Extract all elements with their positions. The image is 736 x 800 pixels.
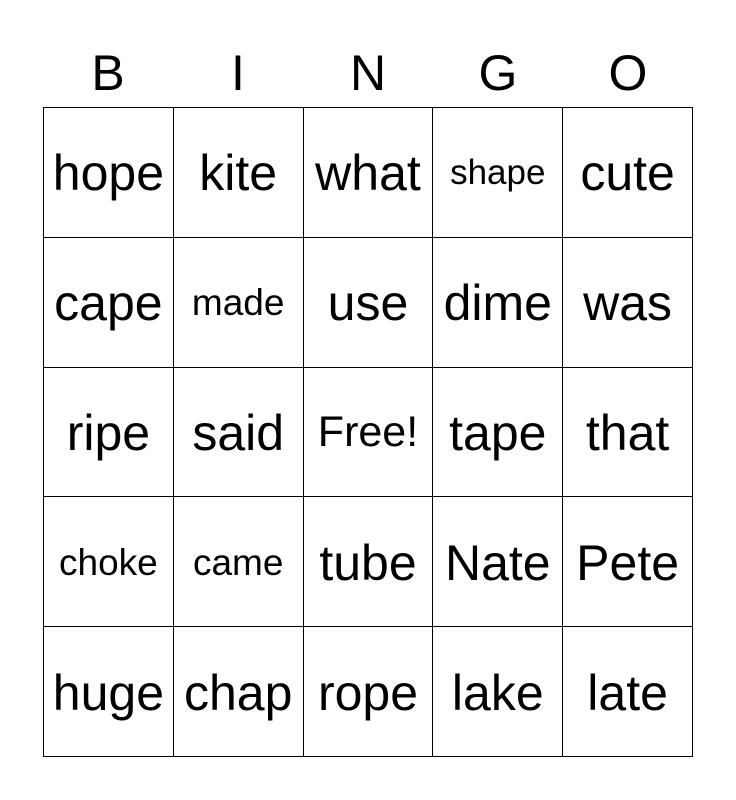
bingo-cell[interactable]: use	[304, 238, 434, 368]
bingo-cell[interactable]: kite	[174, 108, 304, 238]
header-letter-n: N	[349, 45, 387, 101]
bingo-cell[interactable]: ripe	[44, 368, 174, 498]
free-space-cell[interactable]: Free!	[304, 368, 434, 498]
bingo-cell[interactable]: chap	[174, 627, 304, 757]
header-letter-g: G	[478, 45, 518, 101]
bingo-board	[43, 107, 693, 757]
bingo-cell[interactable]: lake	[433, 627, 563, 757]
bingo-cell[interactable]: cape	[44, 238, 174, 368]
bingo-cell[interactable]: huge	[44, 627, 174, 757]
bingo-cell[interactable]: shape	[433, 108, 563, 238]
bingo-cell[interactable]: dime	[433, 238, 563, 368]
header-letter-o: O	[608, 45, 648, 101]
header-letter-i: I	[231, 45, 245, 101]
bingo-header	[43, 38, 693, 108]
bingo-cell[interactable]: rope	[304, 627, 434, 757]
bingo-cell[interactable]: made	[174, 238, 304, 368]
header-letter-b: B	[91, 45, 125, 101]
bingo-cell[interactable]: Nate	[433, 497, 563, 627]
bingo-cell[interactable]: came	[174, 497, 304, 627]
bingo-cell[interactable]: that	[563, 368, 693, 498]
bingo-cell[interactable]: cute	[563, 108, 693, 238]
bingo-cell[interactable]: late	[563, 627, 693, 757]
bingo-cell[interactable]: tape	[433, 368, 563, 498]
bingo-cell[interactable]: said	[174, 368, 304, 498]
bingo-cell[interactable]: tube	[304, 497, 434, 627]
bingo-cell[interactable]: hope	[44, 108, 174, 238]
bingo-cell[interactable]: was	[563, 238, 693, 368]
bingo-cell[interactable]: what	[304, 108, 434, 238]
bingo-cell[interactable]: choke	[44, 497, 174, 627]
bingo-cell[interactable]: Pete	[563, 497, 693, 627]
